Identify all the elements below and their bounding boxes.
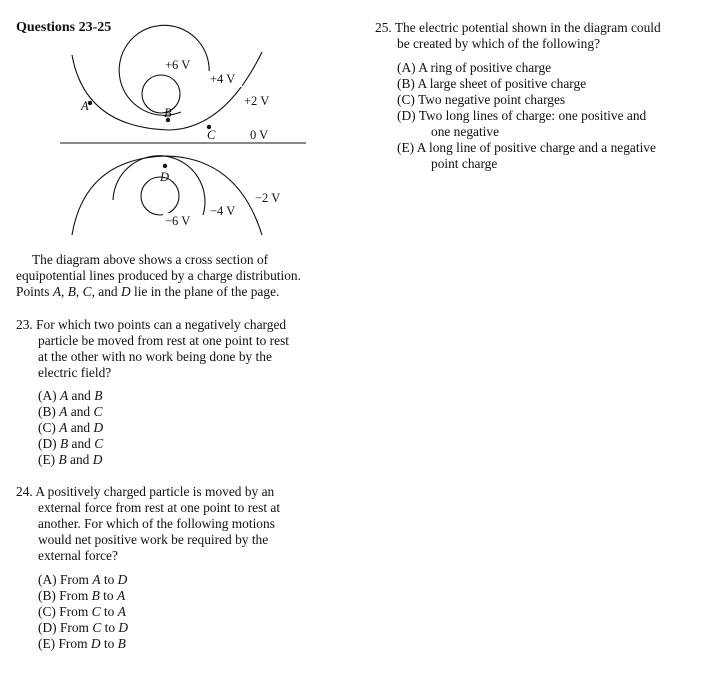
label-plus-6: +6 V: [165, 58, 191, 72]
label-a: A: [81, 99, 89, 113]
label-c: C: [207, 128, 216, 142]
q24-stem-line-3: another. For which of the following motions: [38, 516, 275, 531]
label-zero: 0 V: [250, 128, 269, 142]
point-d-dot: [163, 164, 167, 168]
q23-stem-line-3: at the other with no work being done by the: [38, 349, 272, 364]
q24-stem-line-4: would net positive work be required by the: [38, 532, 269, 547]
q24-choice-b[interactable]: (B) From B to A: [38, 588, 126, 603]
q23-stem-line-4: electric field?: [38, 365, 112, 380]
q23-choice-b[interactable]: (B) A and C: [38, 404, 103, 419]
q23-choice-c[interactable]: (C) A and D: [38, 420, 104, 435]
q25-choice-b[interactable]: (B) A large sheet of positive charge: [397, 76, 587, 91]
label-minus-2: −2 V: [255, 191, 281, 205]
q25-stem-line-2: be created by which of the following?: [397, 36, 601, 51]
q25-choice-e-cont: point charge: [431, 156, 498, 171]
q23-choice-d[interactable]: (D) B and C: [38, 436, 104, 451]
label-minus-6: −6 V: [165, 214, 191, 228]
q24-stem-line-5: external force?: [38, 548, 118, 563]
intro-line-1: The diagram above shows a cross section of: [32, 252, 269, 267]
q25-choice-a[interactable]: (A) A ring of positive charge: [397, 60, 552, 75]
q25-stem-line-1: 25. The electric potential shown in the diagram could: [375, 20, 661, 35]
q24-choice-e[interactable]: (E) From D to B: [38, 636, 126, 651]
q23-choice-a[interactable]: (A) A and B: [38, 388, 103, 403]
q24-choice-c[interactable]: (C) From C to A: [38, 604, 126, 619]
minus-4-equipotential: [113, 156, 205, 215]
section-title: Questions 23-25: [16, 20, 112, 35]
q23-stem-line-1: 23. For which two points can a negatively charged: [16, 317, 287, 332]
q24-stem-line-1: 24. A positively charged particle is moved by an: [16, 484, 275, 499]
intro-line-3: Points A, B, C, and D lie in the plane of the page.: [16, 284, 280, 299]
q23-choice-e[interactable]: (E) B and D: [38, 452, 103, 467]
label-plus-4: +4 V: [210, 72, 236, 86]
q25-choice-e[interactable]: (E) A long line of positive charge and a negative: [397, 140, 656, 155]
q25-choice-c[interactable]: (C) Two negative point charges: [397, 92, 566, 107]
q25-choice-d-cont: one negative: [431, 124, 500, 139]
label-d: D: [160, 170, 170, 184]
label-plus-2: +2 V: [244, 94, 270, 108]
label-minus-4: −4 V: [210, 204, 236, 218]
plus-6-equipotential: [142, 75, 180, 113]
q24-choice-d[interactable]: (D) From C to D: [38, 620, 129, 635]
equipotential-diagram: [0, 0, 330, 240]
label-b: B: [164, 106, 172, 120]
q25-choice-d[interactable]: (D) Two long lines of charge: one positive and: [397, 108, 647, 123]
intro-line-2: equipotential lines produced by a charge distribution.: [16, 268, 301, 283]
q24-choice-a[interactable]: (A) From A to D: [38, 572, 128, 587]
q24-stem-line-2: external force from rest at one point to rest at: [38, 500, 281, 515]
q23-stem-line-2: particle be moved from rest at one point to rest: [38, 333, 289, 348]
